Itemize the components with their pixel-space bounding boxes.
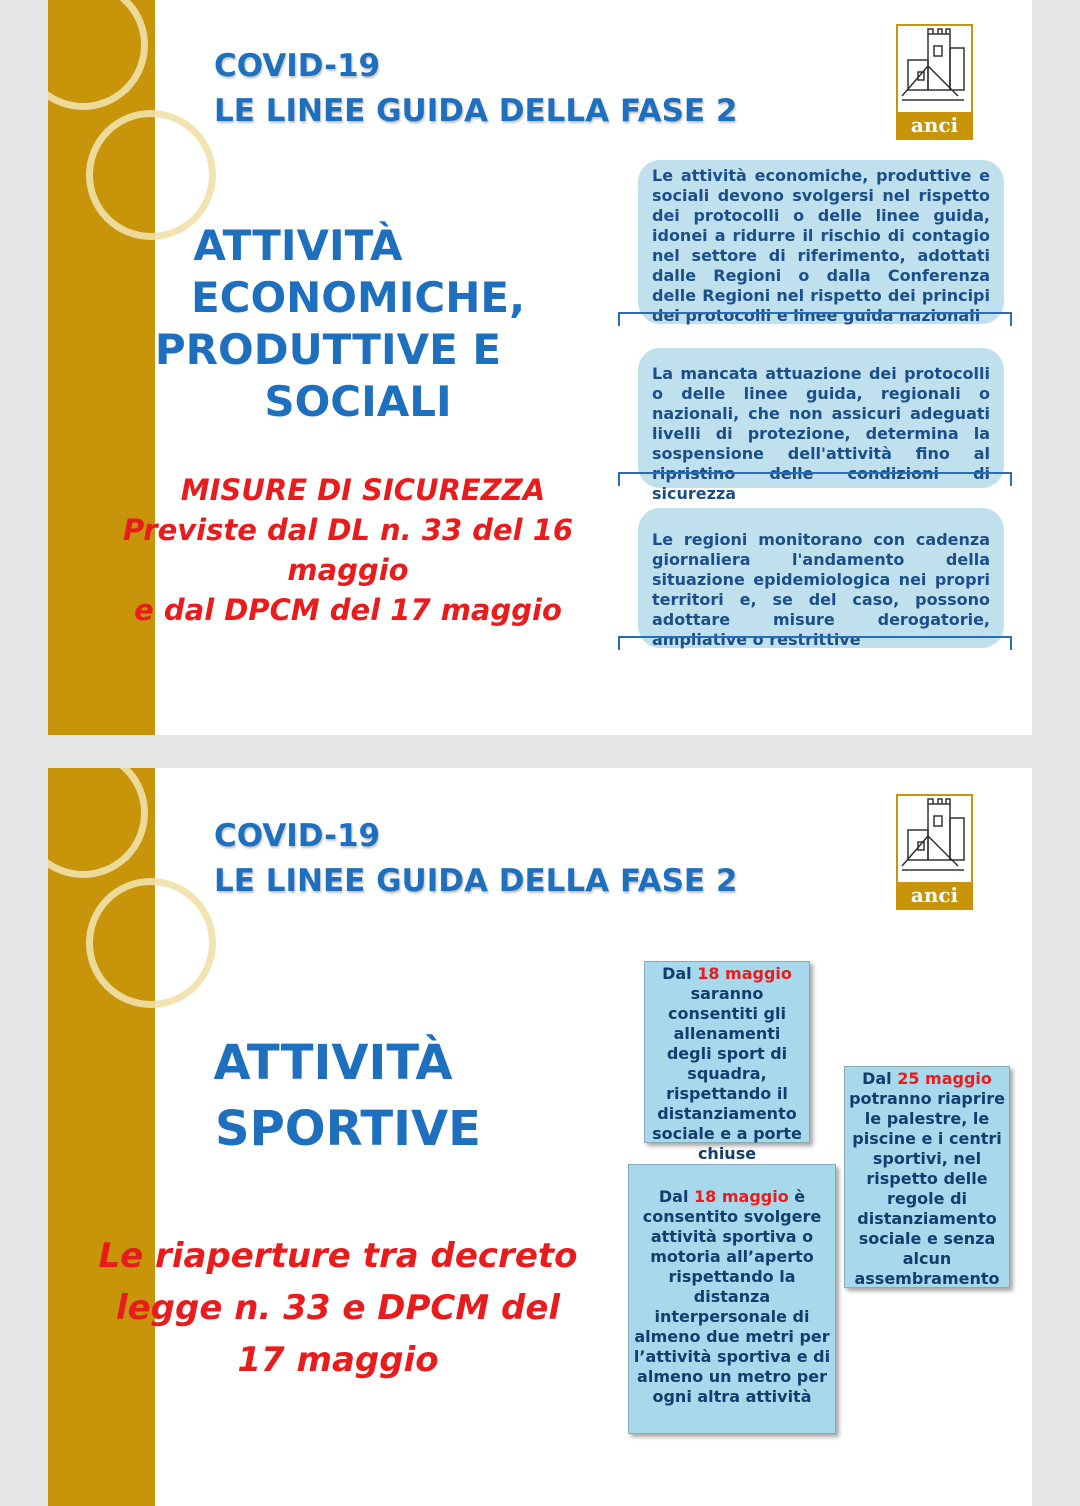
info-bubble-protocols: Le attività economiche, produttive e sociali devono svolgersi nel rispetto dei protocolli o delle linee guida, idonei a ridurre il rischio di contagio nel settore di riferimento, adottati dalle Regioni o dalla Conferenza delle Regioni nel rispetto dei principi dei protocolli e linee guida nazionali [638, 160, 1004, 324]
red-line: MISURE DI SICUREZZA [180, 473, 546, 507]
heading-line: SOCIALI [264, 377, 452, 426]
box-date: 25 maggio [897, 1069, 992, 1088]
anci-logo [896, 24, 973, 140]
bracket-line [618, 636, 1012, 650]
heading-line: ATTIVITÀ [213, 1035, 453, 1091]
box-prefix: Dal [658, 1187, 695, 1206]
heading-line: PRODUTTIVE E [154, 325, 502, 374]
red-line: legge n. 33 e DPCM del [115, 1288, 561, 1328]
title-line-2: LE LINEE GUIDA DELLA FASE 2 [214, 93, 738, 129]
slide-economic-activities [48, 0, 1032, 735]
box-text: consentito svolgere attività sportiva o motoria all’aperto rispettando la distanza interpersonale di almeno due metri per l’attività sportiva e di almeno un metro per ogni altra attività [633, 1207, 831, 1406]
logo-wordmark: anci [898, 112, 971, 138]
red-line: maggio [287, 553, 409, 587]
box-prefix: Dal [662, 964, 698, 983]
box-prefix: Dal [862, 1069, 898, 1088]
heading-line: SPORTIVE [215, 1101, 481, 1157]
castle-icon [898, 796, 971, 882]
slide-title [214, 44, 737, 134]
title-line-1: COVID-19 [214, 818, 381, 854]
slide-title [214, 814, 737, 904]
info-box-outdoor-activity [628, 1164, 836, 1434]
section-heading [148, 220, 568, 428]
slide-sport-activities [48, 768, 1032, 1506]
red-line: Previste dal DL n. 33 del 16 [122, 513, 574, 547]
box-suffix: è [788, 1187, 806, 1206]
heading-line: ECONOMICHE, [190, 273, 526, 322]
red-line: e dal DPCM del 17 maggio [134, 593, 562, 627]
reopenings-note [88, 1230, 588, 1386]
info-bubble-suspension: La mancata attuazione dei protocolli o delle linee guida, regionali o nazionali, che non assicuri adeguati livelli di protezione, determina la sospensione dell'attività fino al ripristino delle condizioni di sicurezza [638, 348, 1004, 488]
anci-logo [896, 794, 973, 910]
bracket-line [618, 472, 1012, 486]
box-date: 18 maggio [694, 1187, 789, 1206]
info-box-gyms-reopening [844, 1066, 1010, 1288]
title-line-1: COVID-19 [214, 48, 381, 84]
info-box-team-training [644, 961, 810, 1163]
castle-icon [898, 26, 971, 112]
box-text: potranno riaprire le palestre, le piscine e i centri sportivi, nel rispetto delle regole di distanziamento sociale e senza alcun assembramento [849, 1089, 1005, 1288]
section-heading [168, 1030, 528, 1162]
safety-measures-note [108, 470, 588, 630]
box-text: saranno consentiti gli allenamenti degli sport di squadra, rispettando il distanziamento sociale e a porte chiuse [652, 984, 802, 1163]
bracket-line [618, 312, 1012, 326]
heading-line: ATTIVITÀ [193, 221, 403, 270]
decorative-ring [86, 878, 216, 1008]
red-line: 17 maggio [237, 1340, 439, 1380]
logo-wordmark: anci [898, 882, 971, 908]
red-line: Le riaperture tra decreto [98, 1236, 578, 1276]
box-date: 18 maggio [697, 964, 792, 983]
title-line-2: LE LINEE GUIDA DELLA FASE 2 [214, 863, 738, 899]
info-bubble-monitoring: Le regioni monitorano con cadenza giornaliera l'andamento della situazione epidemiologica nei propri territori e, se del caso, possono adottare misure derogatorie, ampliative o restrittive [638, 508, 1004, 648]
